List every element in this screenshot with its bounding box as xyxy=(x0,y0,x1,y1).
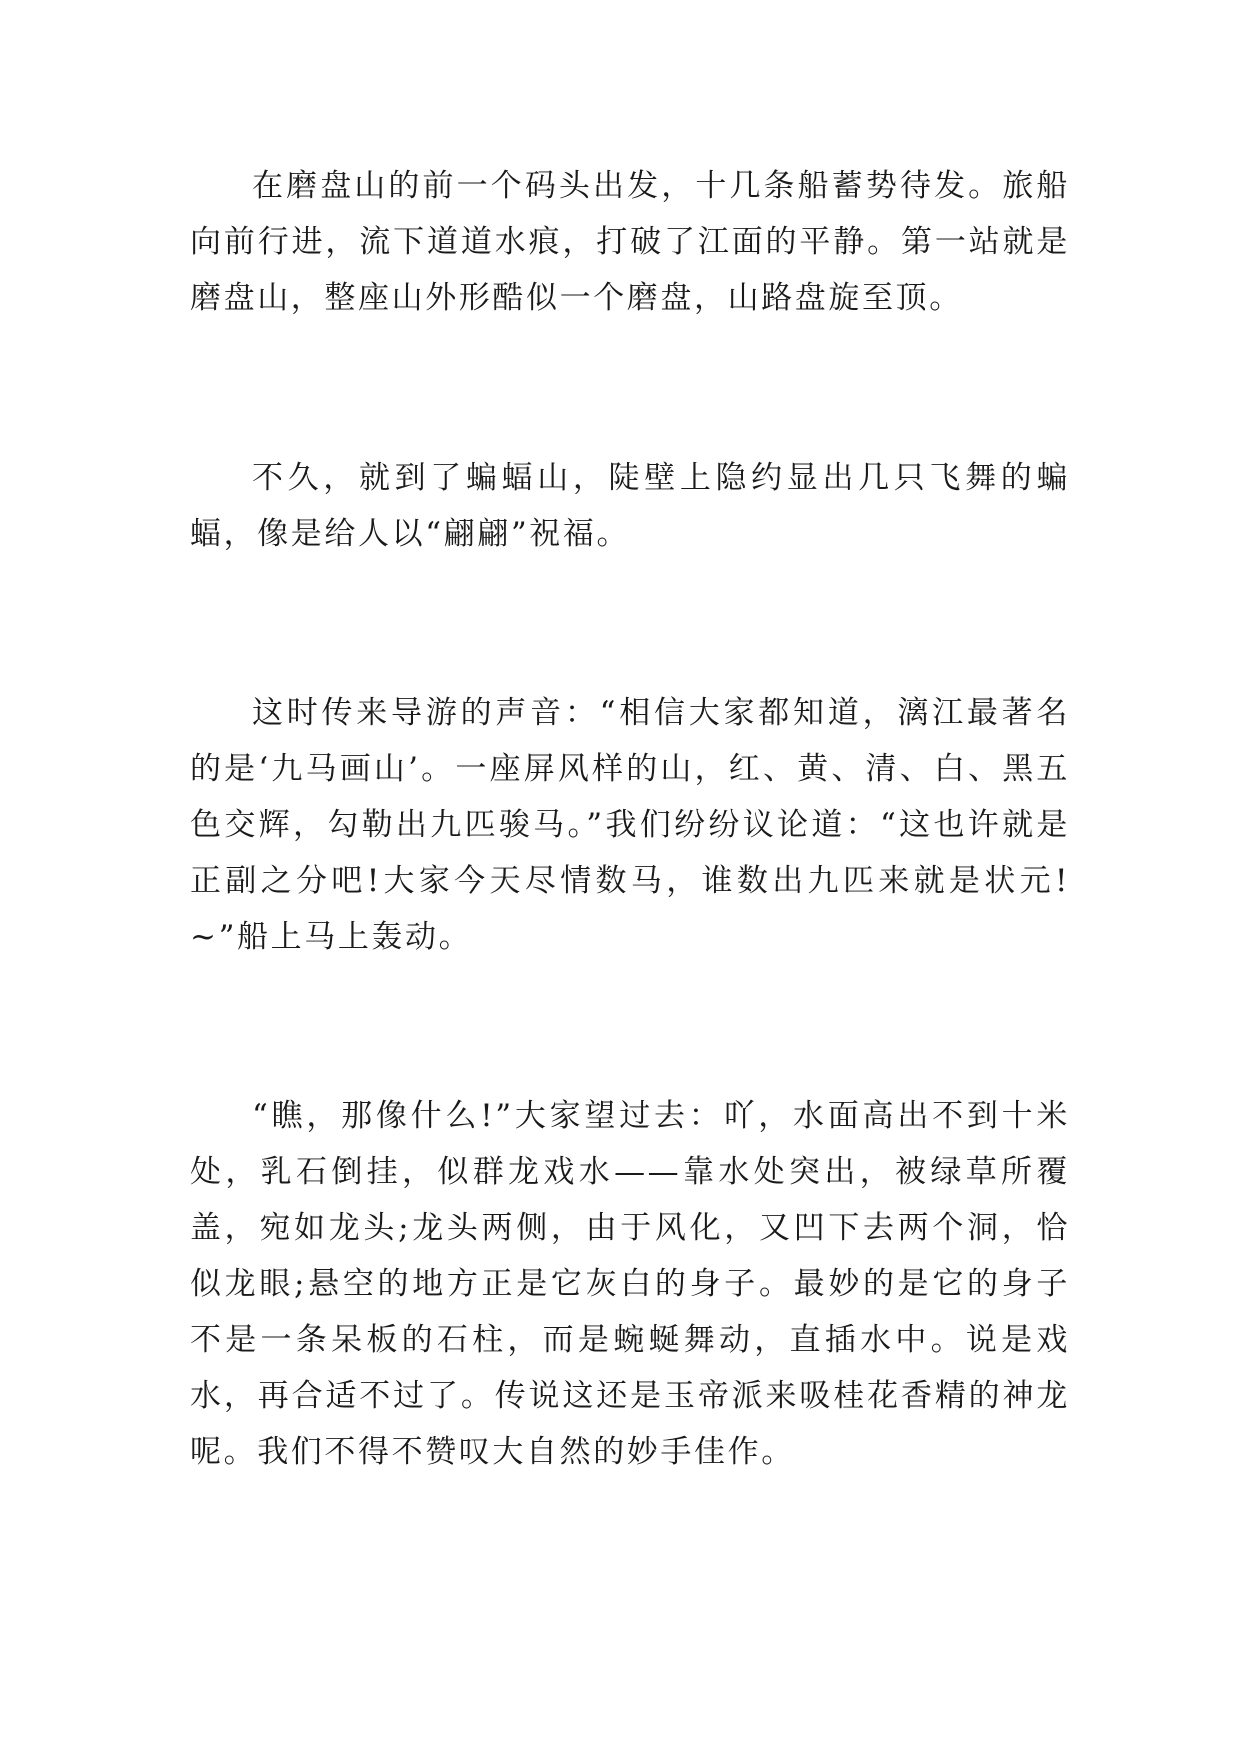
paragraph-4: “瞧，那像什么!”大家望过去：吖，水面高出不到十米处，乳石倒挂，似群龙戏水——靠水处突出，被绿草所覆盖，宛如龙头;龙头两侧，由于风化，又凹下去两个洞，恰似龙眼;悬空的地方正是它灰白的身子。最妙的是它的身子不是一条呆板的石柱，而是蜿蜒舞动，直插水中。说是戏水，再合适不过了。传说这还是玉帝派来吸桂花香精的神龙呢。我们不得不赞叹大自然的妙手佳作。 xyxy=(190,1098,1070,1470)
paragraph-2: 不久，就到了蝙蝠山，陡壁上隐约显出几只飞舞的蝙蝠，像是给人以“翩翩”祝福。 xyxy=(190,460,1070,552)
paragraph-1: 在磨盘山的前一个码头出发，十几条船蓄势待发。旅船向前行进，流下道道水痕，打破了江面的平静。第一站就是磨盘山，整座山外形酷似一个磨盘，山路盘旋至顶。 xyxy=(190,168,1070,316)
paragraph-3: 这时传来导游的声音：“相信大家都知道，漓江最著名的是‘九马画山’。一座屏风样的山，红、黄、清、白、黑五色交辉，勾勒出九匹骏马。”我们纷纷议论道：“这也许就是正副之分吧!大家今天尽情数马，谁数出九匹来就是状元!~”船上马上轰动。 xyxy=(190,695,1070,955)
